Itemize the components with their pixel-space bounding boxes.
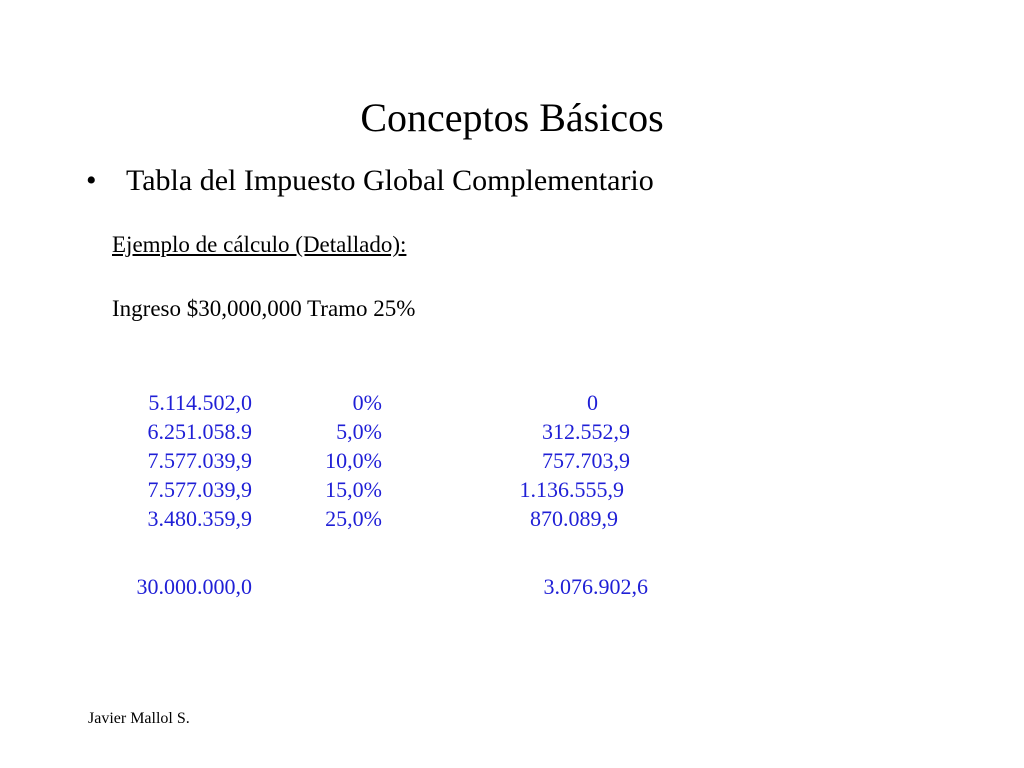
slide-title: Conceptos Básicos [360, 95, 664, 140]
table-row [0, 504, 1024, 533]
bracket-rate: 10,0% [325, 448, 382, 473]
bracket-amount: 6.251.058.9 [147, 419, 252, 444]
bracket-tax: 870.089,9 [530, 506, 618, 531]
footer-author: Javier Mallol S. [88, 710, 190, 727]
total-amount: 30.000.000,0 [136, 574, 252, 599]
table-row [0, 388, 1024, 417]
bracket-tax: 1.136.555,9 [519, 477, 624, 502]
bracket-rate: 15,0% [325, 477, 382, 502]
bracket-rate: 25,0% [325, 506, 382, 531]
bracket-tax: 757.703,9 [542, 448, 630, 473]
bullet-text: Tabla del Impuesto Global Complementario [126, 164, 654, 197]
income-line: Ingreso $30,000,000 Tramo 25% [112, 296, 416, 321]
bracket-rate: 0% [352, 390, 382, 415]
bracket-amount: 3.480.359,9 [147, 506, 252, 531]
table-row [0, 475, 1024, 504]
bracket-amount: 7.577.039,9 [147, 448, 252, 473]
tax-calculation-table [0, 388, 1024, 533]
bracket-amount: 5.114.502,0 [148, 390, 252, 415]
bracket-amount: 7.577.039,9 [147, 477, 252, 502]
bracket-rate: 5,0% [336, 419, 382, 444]
example-subheading: Ejemplo de cálculo (Detallado): [112, 232, 407, 257]
table-row [0, 417, 1024, 446]
bracket-tax: 312.552,9 [542, 419, 630, 444]
table-row [0, 446, 1024, 475]
bullet-icon: • [86, 164, 97, 197]
bullet-item [86, 162, 654, 200]
table-total-row [0, 572, 1024, 601]
total-tax: 3.076.902,6 [543, 574, 648, 599]
bracket-tax: 0 [587, 390, 598, 415]
